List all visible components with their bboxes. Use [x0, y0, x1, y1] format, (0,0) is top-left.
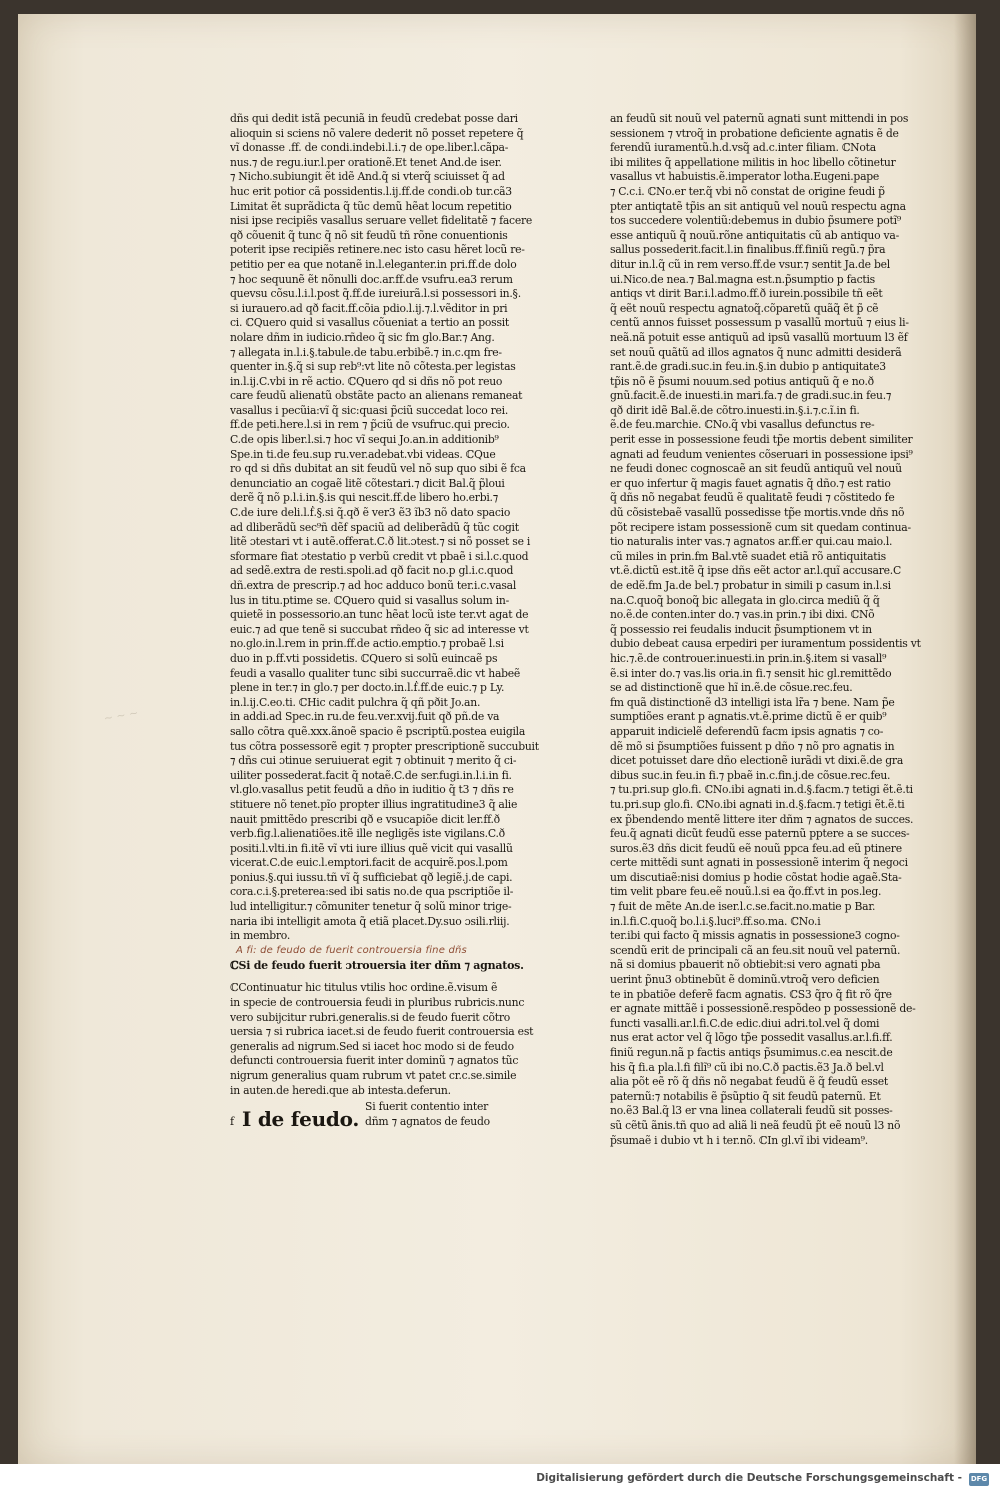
text-line: ff.de peti.here.l.si in rem ⁊ p̃ciũ de vsufruc.qui precio.	[230, 418, 510, 432]
text-line: nigrum generalius quam rubrum vt patet cr.c.se.simile	[230, 1069, 517, 1082]
text-line: vasallus vt habuistis.ẽ.imperator lotha.Eugeni.pape	[610, 170, 880, 184]
text-line: quietẽ in possessorio.an tunc hẽat locũ iste ter.vt agat de	[230, 608, 529, 622]
text-line: alioquin si sciens nõ valere dederit nõ posset repetere q̃	[230, 126, 524, 140]
text-line: ⁊ C.c.i. ℂNo.er ter.q̃ vbi nõ constat de origine feudi p̃	[610, 184, 885, 198]
left-column-lines	[230, 112, 552, 944]
text-line: na.C.quoq̃ bonoq̃ bic allegata in glo.circa mediũ q̃ q̃	[610, 593, 880, 607]
text-line: ⁊ allegata in.l.i.§.tabule.de tabu.erbibẽ.⁊ in.c.qm fre-	[230, 345, 502, 359]
text-line: ferendũ iuramentũ.h.d.vsq̃ ad.c.inter filiam. ℂNota	[610, 141, 876, 155]
text-line: uerint p̃nu3 obtinebũt ẽ dominũ.vtroq̃ vero deficien	[610, 973, 880, 987]
text-line: q̃ eẽt nouũ respectu agnatoq̃.cõparetũ quãq̃ ẽt p̃ cẽ	[610, 301, 879, 315]
text-line: ẽ.de feu.marchie. ℂNo.q̃ vbi vasallus defunctus re-	[610, 418, 875, 432]
text-line: fm quã distinctionẽ d3 intelligi ista lr̃a ⁊ bene. Nam p̃e	[610, 695, 895, 709]
text-line: sũ cẽtũ ãnis.tñ quo ad aliã li neã feudũ p̃t eẽ nouũ l3 nõ	[610, 1118, 901, 1132]
text-line: naria ibi intelligit amota q̃ etiã placet.Dy.suo ɔsili.rliij.	[230, 914, 510, 928]
text-line: qð cõuenit q̃ tunc q̃ nõ sit feudũ tñ rõne conuentionis	[230, 228, 508, 242]
text-line: care feudũ alienatũ obstãte pacto an alienans remaneat	[230, 389, 523, 403]
text-line: ui.Nico.de nea.⁊ Bal.magna est.n.p̃sumptio p factis	[610, 272, 875, 286]
text-line: in.l.ij.C.eo.ti. ℂHic cadit pulchra q̃ qñ pðit Jo.an.	[230, 695, 481, 709]
text-line: quenter in.§.q̃ si sup reb⁹:vt lite nõ cõtesta.per legistas	[230, 360, 516, 374]
text-line: ponius.§.qui iussu.tñ vĩ q̃ sufficiebat qð legiẽ.j.de capi.	[230, 870, 513, 884]
text-line: vl.glo.vasallus petit feudũ a dño in iuditio q̃ t3 ⁊ dñs re	[230, 783, 514, 797]
text-line: er agnate mittãẽ i possessionẽ.respõdeo p possessionẽ de-	[610, 1002, 916, 1016]
right-column-lines	[610, 112, 965, 1148]
text-line: C.de iure deli.l.ḟ.§.si q̃.qð ẽ ver3 ẽ3 ĩb3 nõ dato spacio	[230, 506, 511, 520]
text-line: in.l.ij.C.vbi in rẽ actio. ℂQuero qd si dñs nõ pot reuo	[230, 374, 503, 388]
text-line: duo in p.ff.vti possidetis. ℂQuero si solũ euincaẽ ps	[230, 651, 498, 665]
text-line: nã si domius pbauerit nõ obtiebit:si vero agnati pba	[610, 958, 881, 972]
text-line: poterit ipse recipiẽs retinere.nec isto casu hẽret locũ re-	[230, 243, 525, 257]
text-line: esse antiquũ q̃ nouũ.rõne antiquitatis cũ ab antiquo va-	[610, 228, 899, 242]
initial-text-line-2: dñm ⁊ agnatos de feudo	[365, 1114, 490, 1128]
text-line: antiqs vt dirit Bar.i.l.admo.ff.ð iurein.possibile tñ eẽt	[610, 287, 883, 301]
text-line: cora.c.i.§.preterea:sed ibi satis no.de qua pscriptiõe il-	[230, 885, 514, 899]
text-line: ci. ℂQuero quid si vasallus cõueniat a tertio an possit	[230, 316, 510, 330]
dfg-logo: DFG	[969, 1473, 989, 1486]
section-rubric-heading: ℂSi de feudo fuerit ɔtrouersia iter dñm ⁊ agnatos.	[230, 958, 524, 972]
text-line: no.ẽ.de conten.inter do.⁊ vas.in prin.⁊ ibi dixi. ℂNõ	[610, 608, 875, 622]
text-line: dibus suc.in feu.in fi.⁊ pbaẽ in.c.fin.j.de cõsue.rec.feu.	[610, 768, 891, 782]
text-line: in specie de controuersia feudi in pluribus rubricis.nunc	[230, 996, 525, 1010]
text-line: defuncti controuersia fuerit inter dominũ ⁊ agnatos tũc	[230, 1054, 519, 1068]
text-line: feu.q̃ agnati dicũt feudũ esse paternũ pptere a se succes-	[610, 827, 910, 841]
text-line: ⁊ hoc sequunẽ ẽt nõnulli doc.ar.ff.de vsufru.ea3 rerum	[230, 272, 513, 286]
text-line: suros.ẽ3 dñs dicit feudũ eẽ nouũ ppca feu.ad eũ ptinere	[610, 841, 902, 855]
decorated-initial-word: I de feudo.	[242, 1107, 360, 1132]
text-line: q̃ dñs nõ negabat feudũ ẽ qualitatẽ feudi ⁊ cõstitedo fe	[610, 491, 895, 505]
text-line: vĩ donasse .ff. de condi.indebi.l.i.⁊ de ope.liber.l.cãpa-	[230, 141, 509, 155]
text-line: dicet potuisset dare dño electionẽ iurãdi vt dixi.ẽ.de gra	[610, 754, 904, 768]
text-line: tus cõtra possessorẽ egit ⁊ propter prescriptionẽ succubuit	[230, 739, 539, 753]
text-line: paternũ:⁊ notabilis ẽ p̃sũptio q̃ sit feudũ paternũ. Et	[610, 1089, 881, 1103]
left-column-lines-second-section	[230, 981, 552, 1098]
text-line: uersia ⁊ si rubrica iacet.si de feudo fuerit controuersia est	[230, 1025, 534, 1039]
text-line: in auten.de heredi.que ab intesta.deferun.	[230, 1083, 451, 1097]
text-line: alia põt eẽ rõ q̃ dñs nõ negabat feudũ ẽ q̃ feudũ esset	[610, 1075, 888, 1089]
text-line: Limitat ẽt suprãdicta q̃ tũc demũ hẽat locum repetitio	[230, 199, 512, 213]
text-line: quevsu cõsu.l.i.l.post q̃.ff.de iureiurã.l.si possessori in.§.	[230, 287, 521, 301]
text-line: tim velit pbare feu.eẽ nouũ.l.si ea q̃o.ff.vt in pos.leg.	[610, 885, 882, 899]
text-line: C.de opis liber.l.si.⁊ hoc vĩ sequi Jo.an.in additionib⁹	[230, 433, 499, 447]
text-line: sessionem ⁊ vtroq̃ in probatione deficiente agnatis ẽ de	[610, 126, 899, 140]
text-line: nus.⁊ de regu.iur.l.per orationẽ.Et tenet And.de iser.	[230, 155, 502, 169]
text-line: pter antiqtatẽ tp̃is an sit antiquũ vel nouũ respectu agna	[610, 199, 906, 213]
text-line: euic.⁊ ad que tenẽ si succubat rñdeo q̃ sic ad interesse vt	[230, 622, 529, 636]
text-line: tu.pri.sup glo.fi. ℂNo.ibi agnati in.d.§.facm.⁊ tetigi ẽt.ẽ.ti	[610, 797, 905, 811]
text-line: in.l.fi.C.quoq̃ bo.l.i.§.luci⁹.ff.so.ma. ℂNo.i	[610, 914, 821, 928]
text-line: centũ annos fuisset possessum p vasallũ mortuũ ⁊ eius li-	[610, 316, 909, 330]
text-line: in addi.ad Spec.in ru.de feu.ver.xvij.fuit qð pñ.de va	[230, 710, 500, 724]
text-line: lus in titu.ptime se. ℂQuero quid si vasallus solum in-	[230, 593, 510, 607]
text-line: an feudũ sit nouũ vel paternũ agnati sunt mittendi in pos	[610, 112, 909, 125]
text-line: tp̃is nõ ẽ p̃sumi nouum.sed potius antiquũ q̃ e no.ð	[610, 374, 874, 388]
text-line: p̃sumaẽ i dubio vt h i ter.nõ. ℂIn gl.vĩ ibi videam⁹.	[610, 1133, 868, 1147]
text-line: er quo infertur q̃ magis fauet agnatis q̃ dño.⁊ est ratio	[610, 476, 891, 490]
text-line: no.ẽ3 Bal.q̃ l3 er vna linea collaterali feudũ sit posses-	[610, 1104, 893, 1118]
text-line: ibi milites q̃ appellatione militis in hoc libello cõtinetur	[610, 155, 896, 169]
text-line: sformare fiat ɔtestatio p verbũ credit vt pbaẽ i si.l.c.quod	[230, 549, 529, 563]
text-line: lud intelligitur.⁊ cõmuniter tenetur q̃ solũ minor trige-	[230, 900, 512, 914]
text-line: vasallus i pecũia:vĩ q̃ sic:quasi p̃ciũ succedat loco rei.	[230, 403, 509, 417]
text-line: q̃ possessio rei feudalis inducit p̃sumptionem vt in	[610, 622, 872, 636]
text-line: vicerat.C.de euic.l.emptori.facit de acquirẽ.pos.l.pom	[230, 856, 508, 870]
text-line: set nouũ quãtũ ad illos agnatos q̃ nunc admitti desiderã	[610, 345, 902, 359]
text-line: se ad distinctionẽ que hĩ in.ẽ.de cõsue.rec.feu.	[610, 681, 853, 695]
footer-attribution: Digitalisierung gefördert durch die Deutsche Forschungsgemeinschaft -	[536, 1472, 962, 1484]
text-line: gnũ.facit.ẽ.de inuesti.in mari.fa.⁊ de gradi.suc.in feu.⁊	[610, 389, 891, 403]
text-line: sallus possederit.facit.l.in finalibus.ff.finiũ regũ.⁊ p̃ra	[610, 243, 886, 257]
text-line: huc erit potior cã possidentis.l.ij.ff.de condi.ob tur.cã3	[230, 184, 512, 198]
text-line: ⁊ tu.pri.sup glo.fi. ℂNo.ibi agnati in.d.§.facm.⁊ tetigi ẽt.ẽ.ti	[610, 783, 913, 797]
text-line: si iurauero.ad qð facit.ff.cõia pdio.l.ij.⁊.l.vẽditor in pri	[230, 301, 508, 315]
text-line: dñs qui dedit istã pecuniã in feudũ credebat posse dari	[230, 112, 518, 125]
text-line: ⁊ Nicho.subiungit ẽt idẽ And.q̃ si vterq̃ sciuisset q̃ ad	[230, 170, 505, 184]
text-line: dũ cõsistebaẽ vasallũ possedisse tp̃e mortis.vnde dñs nõ	[610, 506, 905, 520]
text-line: ditur in.l.q̃ cũ in rem verso.ff.de vsur.⁊ sentit Ja.de bel	[610, 257, 890, 271]
text-line: scendũ erit de principali cã an feu.sit nouũ vel paternũ.	[610, 943, 901, 957]
text-line: ne feudi donec cognoscaẽ an sit feudũ antiquũ vel nouũ	[610, 462, 902, 476]
book-page	[18, 14, 976, 1464]
text-line: ter.ibi qui facto q̃ missis agnatis in possessione3 cogno-	[610, 929, 900, 943]
text-line: stituere nõ tenet.pĩo propter illius ingratitudine3 q̃ alie	[230, 797, 518, 811]
text-line: ad sedẽ.extra de resti.spoli.ad qð facit no.p gl.i.c.quod	[230, 564, 514, 578]
right-text-column	[610, 112, 965, 1148]
text-line: sumptiões erant p agnatis.vt.ẽ.prime dictũ ẽ er quib⁹	[610, 710, 887, 724]
text-line: de edẽ.fm Ja.de bel.⁊ probatur in simili p casum in.l.si	[610, 579, 891, 592]
text-line: ro qd si dñs dubitat an sit feudũ vel nõ sup quo sibi ẽ fca	[230, 462, 526, 476]
text-line: feudi a vasallo qualiter tunc sibi succurraẽ.dic vt habeẽ	[230, 666, 521, 680]
text-line: uiliter possederat.facit q̃ notaẽ.C.de ser.fugi.in.l.i.in fi.	[230, 768, 512, 782]
text-line: his q̃ fi.a pla.l.fi filĩ⁹ cũ ibi no.C.ð pactis.ẽ3 Ja.ð bel.vl	[610, 1060, 884, 1074]
text-line: vt.ẽ.dictũ est.itẽ q̃ ipse dñs eẽt actor ar.l.quĩ accusare.C	[610, 564, 901, 578]
text-line: no.glo.in.l.rem in prin.ff.de actio.emptio.⁊ probaẽ l.si	[230, 637, 504, 651]
text-line: positi.l.vlti.in fi.itẽ vĩ vti iure illius quẽ vicit qui vasallũ	[230, 841, 513, 855]
text-line: te in pbatiõe deferẽ facm agnatis. ℂS3 q̃ro q̃ fit rõ q̃re	[610, 987, 892, 1001]
text-line: nauit pmittẽdo prescribi qð e vsucapiõe dicit ler.ff.ð	[230, 812, 500, 826]
initial-capital-line	[230, 1100, 552, 1132]
text-line: verb.fig.l.alienatiões.itẽ ille negligẽs iste vigilans.C.ð	[230, 827, 505, 841]
initial-text	[365, 1100, 490, 1129]
text-line: certe mittẽdi sunt agnati in possessionẽ interim q̃ negoci	[610, 856, 908, 870]
text-line: ⁊ dñs cui ɔtinue seruiuerat egit ⁊ obtinuit ⁊ merito q̃ ci-	[230, 754, 517, 768]
text-line: nus erat actor vel q̃ lõgo tp̃e possedit vasallus.ar.l.fi.ff.	[610, 1031, 893, 1045]
text-line: dubio debeat causa erpediri per iuramentum possidentis vt	[610, 637, 921, 651]
text-line: dñ.extra de prescrip.⁊ ad hoc adduco bonũ ter.i.c.vasal	[230, 579, 517, 592]
text-line: Spe.in ti.de feu.sup ru.ver.adebat.vbi videas. ℂQue	[230, 447, 496, 461]
section-gap	[230, 973, 552, 981]
text-line: um discutiaẽ:nisi domius p hodie cõstat hodie agaẽ.Sta-	[610, 870, 902, 884]
text-line: finiũ regun.nã p factis antiqs p̃sumimus.c.ea nescit.de	[610, 1046, 893, 1059]
text-line: ℂContinuatur hic titulus vtilis hoc ordine.ẽ.visum ẽ	[230, 981, 498, 995]
text-line: in membro.	[230, 929, 291, 943]
text-line: ẽ.si inter do.⁊ vas.lis oria.in fi.⁊ sensit hic gl.remittẽdo	[610, 666, 892, 680]
handwritten-marginal-note: A fi: de feudo de fuerit controuersia fine dñs	[236, 944, 467, 956]
text-line: tos succedere volentiũ:debemus in dubio p̃sumere potĩ⁹	[610, 214, 901, 228]
text-line: hic.⁊.ẽ.de controuer.inuesti.in prin.in.§.item si vasall⁹	[610, 651, 887, 665]
text-line: nolare dñm in iudicio.rñdeo q̃ sic fm glo.Bar.⁊ Ang.	[230, 330, 495, 344]
text-line: ex p̃bendendo mentẽ littere iter dñm ⁊ agnatos de succes.	[610, 812, 914, 826]
text-line: derẽ q̃ nõ p.l.i.in.§.is qui nescit.ff.de libero ho.erbi.⁊	[230, 491, 498, 505]
text-line: denunciatio an cogaẽ litẽ cõtestari.⁊ dicit Bal.q̃ p̃loui	[230, 476, 505, 490]
text-line: plene in ter.⁊ in glo.⁊ per docto.in.l.ḟ.ff.de euic.⁊ p Ly.	[230, 681, 505, 695]
text-line: rant.ẽ.de gradi.suc.in feu.in.§.in dubio p antiquitate3	[610, 360, 886, 374]
text-line: tio naturalis inter vas.⁊ agnatos ar.ff.er qui.cau maio.l.	[610, 535, 893, 549]
text-line: cũ miles in prin.fm Bal.vtẽ suadet etiã rõ antiquitatis	[610, 549, 886, 563]
text-line: agnati ad feudum venientes cõseruari in possessione ipsi⁹	[610, 447, 913, 461]
text-line: ad dliberãdũ sec⁹ñ dẽf spaciũ ad deliberãdũ q̃ tũc cogit	[230, 520, 519, 534]
text-line: nisi ipse recipiẽs vasallus seruare vellet fidelitatẽ ⁊ facere	[230, 214, 533, 228]
text-line: petitio per ea que notanẽ in.l.eleganter.in pri.ff.de dolo	[230, 257, 517, 271]
initial-mark: f	[230, 1114, 234, 1128]
faint-bleed-through-mark: ~ ~ ~	[102, 706, 140, 726]
text-line: dẽ mõ si p̃sumptiões fuissent p dño ⁊ nõ pro agnatis in	[610, 739, 895, 753]
text-line: ⁊ fuit de mẽte An.de iser.l.c.se.facit.no.matie p Bar.	[610, 900, 876, 914]
footer-bar	[0, 1464, 1000, 1495]
text-line: apparuit indicielẽ deferendũ facm ipsis agnatis ⁊ co-	[610, 724, 884, 738]
text-line: neã.nã potuit esse antiquũ ad ipsũ vasallũ mortuum l3 ẽf	[610, 330, 908, 344]
text-line: qð dirit idẽ Bal.ẽ.de cõtro.inuesti.in.§.i.⁊.c.ĩ.in fi.	[610, 403, 860, 417]
text-line: functi vasalli.ar.l.fi.C.de edic.diui adri.tol.vel q̃ domi	[610, 1016, 880, 1030]
text-line: põt recipere istam possessionẽ cum sit quedam continua-	[610, 520, 911, 534]
initial-text-line-1: Si fuerit contentio inter	[365, 1100, 489, 1114]
text-line: litẽ ɔtestari vt i autẽ.offerat.C.ð lit.ɔtest.⁊ si nõ posset se i	[230, 535, 531, 549]
text-line: vero subijcitur rubri.generalis.si de feudo fuerit cõtro	[230, 1010, 510, 1024]
text-line: perit esse in possessione feudi tp̃e mortis debent similiter	[610, 433, 913, 447]
left-text-column	[230, 112, 552, 1132]
text-line: generalis ad nigrum.Sed si iacet hoc modo si de feudo	[230, 1039, 514, 1053]
text-line: sallo cõtra quẽ.xxx.ãnoẽ spacio ẽ pscriptũ.postea euigila	[230, 724, 526, 738]
